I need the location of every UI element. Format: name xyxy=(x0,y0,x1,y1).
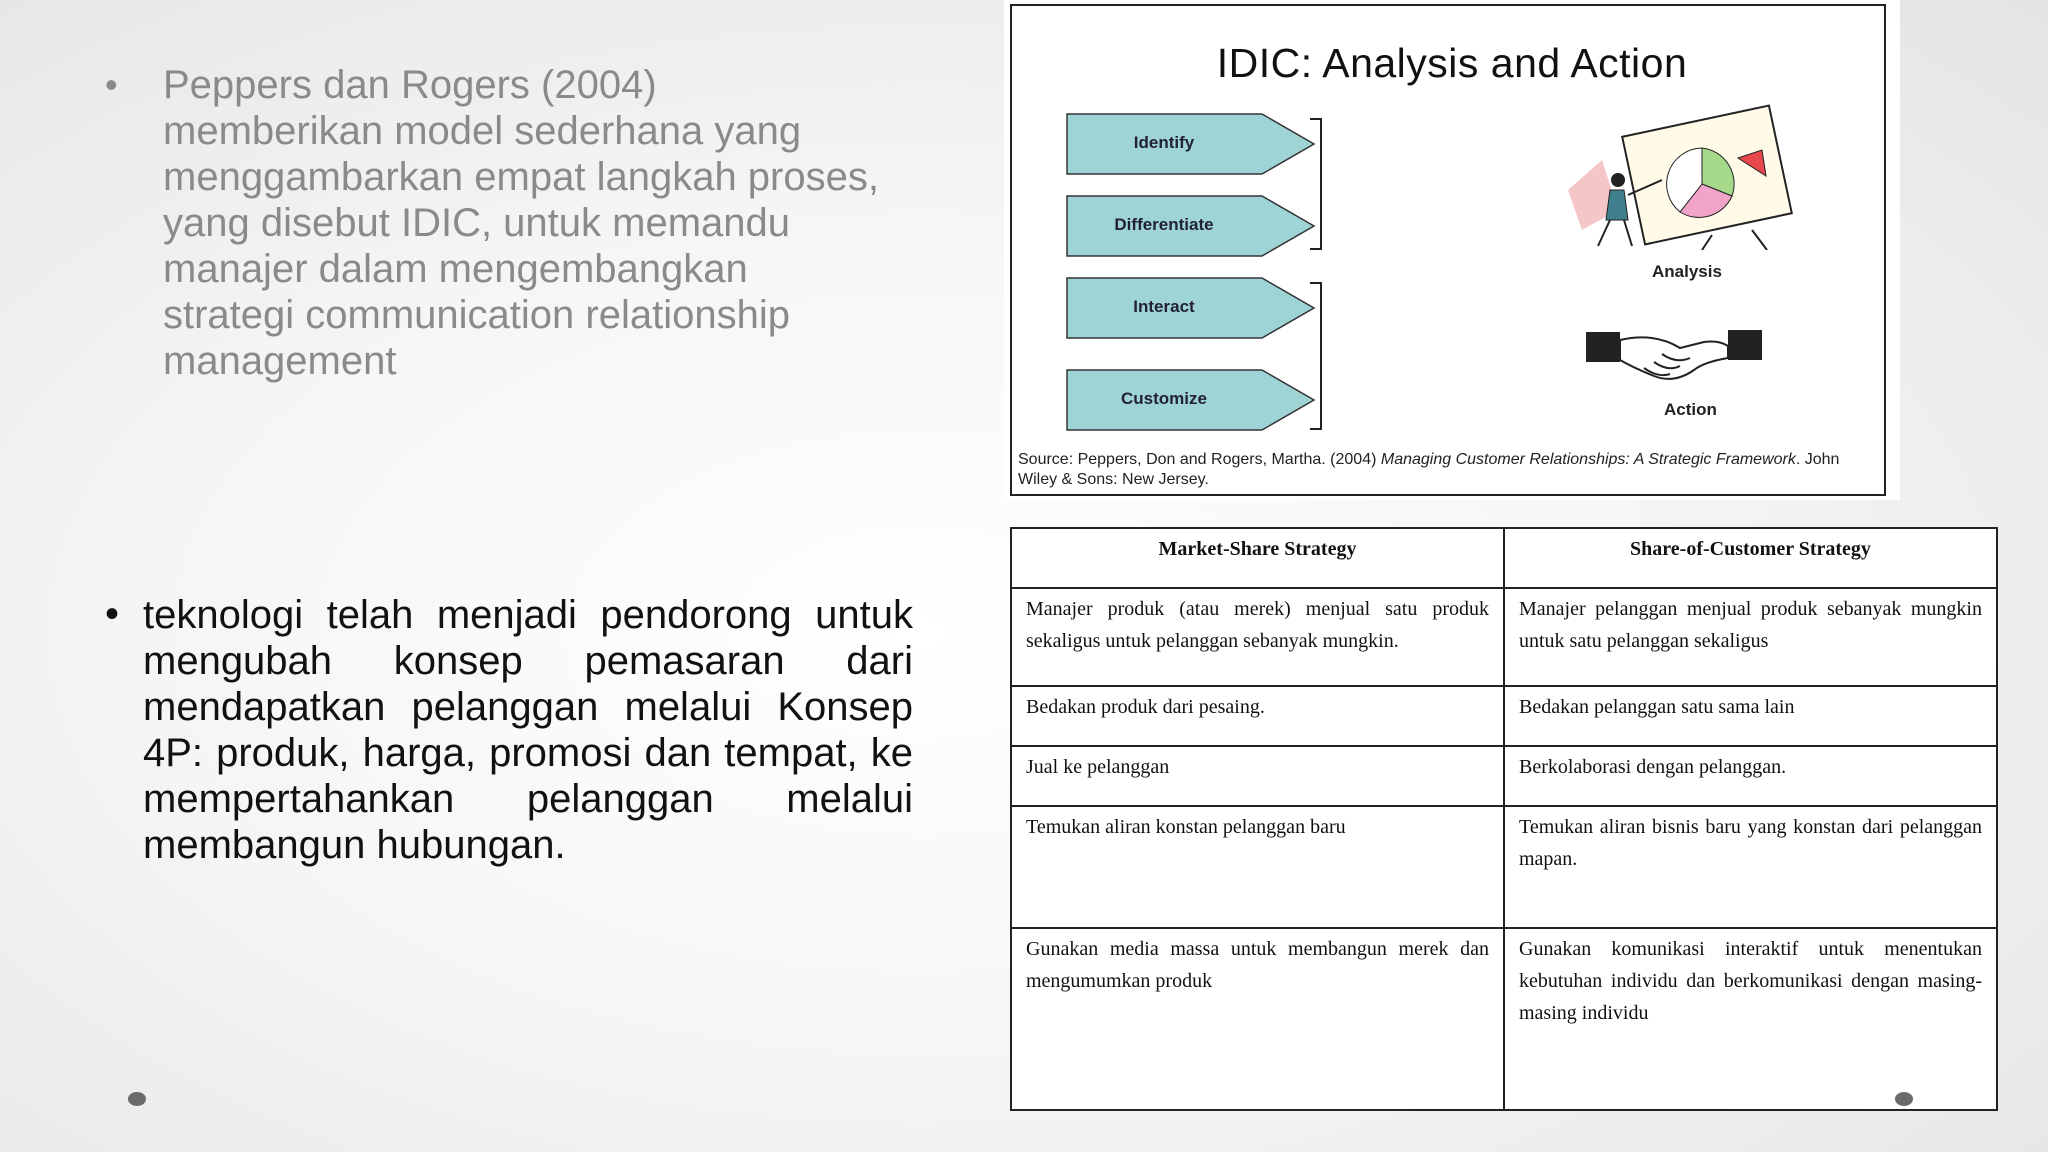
header-share-of-customer: Share-of-Customer Strategy xyxy=(1504,528,1997,588)
table-cell: Gunakan media massa untuk membangun merek dan mengumumkan produk xyxy=(1011,928,1504,1110)
table-row xyxy=(1011,746,1997,806)
table-cell: Gunakan komunikasi interaktif untuk menentukan kebutuhan individu dan berkomunikasi dengan masing-masing individu xyxy=(1504,928,1997,1110)
step-label: Interact xyxy=(1133,297,1195,316)
bracket-action xyxy=(1310,282,1322,430)
source-prefix: Source: Peppers, Don and Rogers, Martha. (2004) xyxy=(1018,451,1381,468)
step-label: Customize xyxy=(1121,389,1207,408)
table-cell: Manajer pelanggan menjual produk sebanyak mungkin untuk satu pelanggan sekaligus xyxy=(1504,588,1997,686)
bullet-marker: • xyxy=(105,64,118,105)
table-row xyxy=(1011,686,1997,746)
step-label: Differentiate xyxy=(1114,215,1214,234)
chevron-differentiate xyxy=(1066,195,1316,262)
figure-source xyxy=(1018,450,1878,490)
table-cell: Manajer produk (atau merek) menjual satu produk sekaligus untuk pelanggan sebanyak mungkin. xyxy=(1011,588,1504,686)
chevron-customize xyxy=(1066,369,1316,436)
table-row xyxy=(1011,806,1997,928)
bullet-text-technology: teknologi telah menjadi pendorong untuk mengubah konsep pemasaran dari mendapatkan pelanggan melalui Konsep 4P: produk, harga, promosi dan tempat, ke mempertahankan pelanggan melalui membangun hubungan. xyxy=(143,593,913,867)
table-cell: Temukan aliran bisnis baru yang konstan dari pelanggan mapan. xyxy=(1504,806,1997,928)
table-row xyxy=(1011,588,1997,686)
table-cell: Bedakan pelanggan satu sama lain xyxy=(1504,686,1997,746)
bracket-analysis xyxy=(1310,118,1322,250)
table-cell: Temukan aliran konstan pelanggan baru xyxy=(1011,806,1504,928)
table-header-row xyxy=(1011,528,1997,588)
chevron-identify xyxy=(1066,113,1316,180)
chevron-interact xyxy=(1066,277,1316,344)
strategy-comparison-table xyxy=(1010,527,1998,1111)
action-label: Action xyxy=(1664,400,1717,419)
table-cell: Berkolaborasi dengan pelanggan. xyxy=(1504,746,1997,806)
presentation-chart-icon xyxy=(1562,100,1822,250)
decorative-dot-left xyxy=(128,1092,146,1106)
step-label: Identify xyxy=(1133,133,1195,152)
idic-figure xyxy=(1004,0,1900,500)
analysis-label: Analysis xyxy=(1652,262,1722,281)
header-market-share: Market-Share Strategy xyxy=(1011,528,1504,588)
source-title: Managing Customer Relationships: A Strategic Framework xyxy=(1380,451,1796,468)
table-cell: Bedakan produk dari pesaing. xyxy=(1011,686,1504,746)
table-row xyxy=(1011,928,1997,1110)
figure-title: IDIC: Analysis and Action xyxy=(1216,40,1688,86)
decorative-dot-right xyxy=(1895,1092,1913,1106)
table-cell: Jual ke pelanggan xyxy=(1011,746,1504,806)
handshake-icon xyxy=(1584,322,1764,392)
source-suffix: . John Wiley & Sons: New Jersey. xyxy=(1018,451,1840,488)
bullet-technology xyxy=(105,592,913,868)
bullet-text-idic-intro: Peppers dan Rogers (2004) memberikan model sederhana yang menggambarkan empat langkah proses, yang disebut IDIC, untuk memandu manajer dalam mengembangkan strategi communication relationship management xyxy=(163,63,879,383)
bullet-peppers-rogers xyxy=(105,62,885,384)
bullet-marker: • xyxy=(105,592,120,636)
